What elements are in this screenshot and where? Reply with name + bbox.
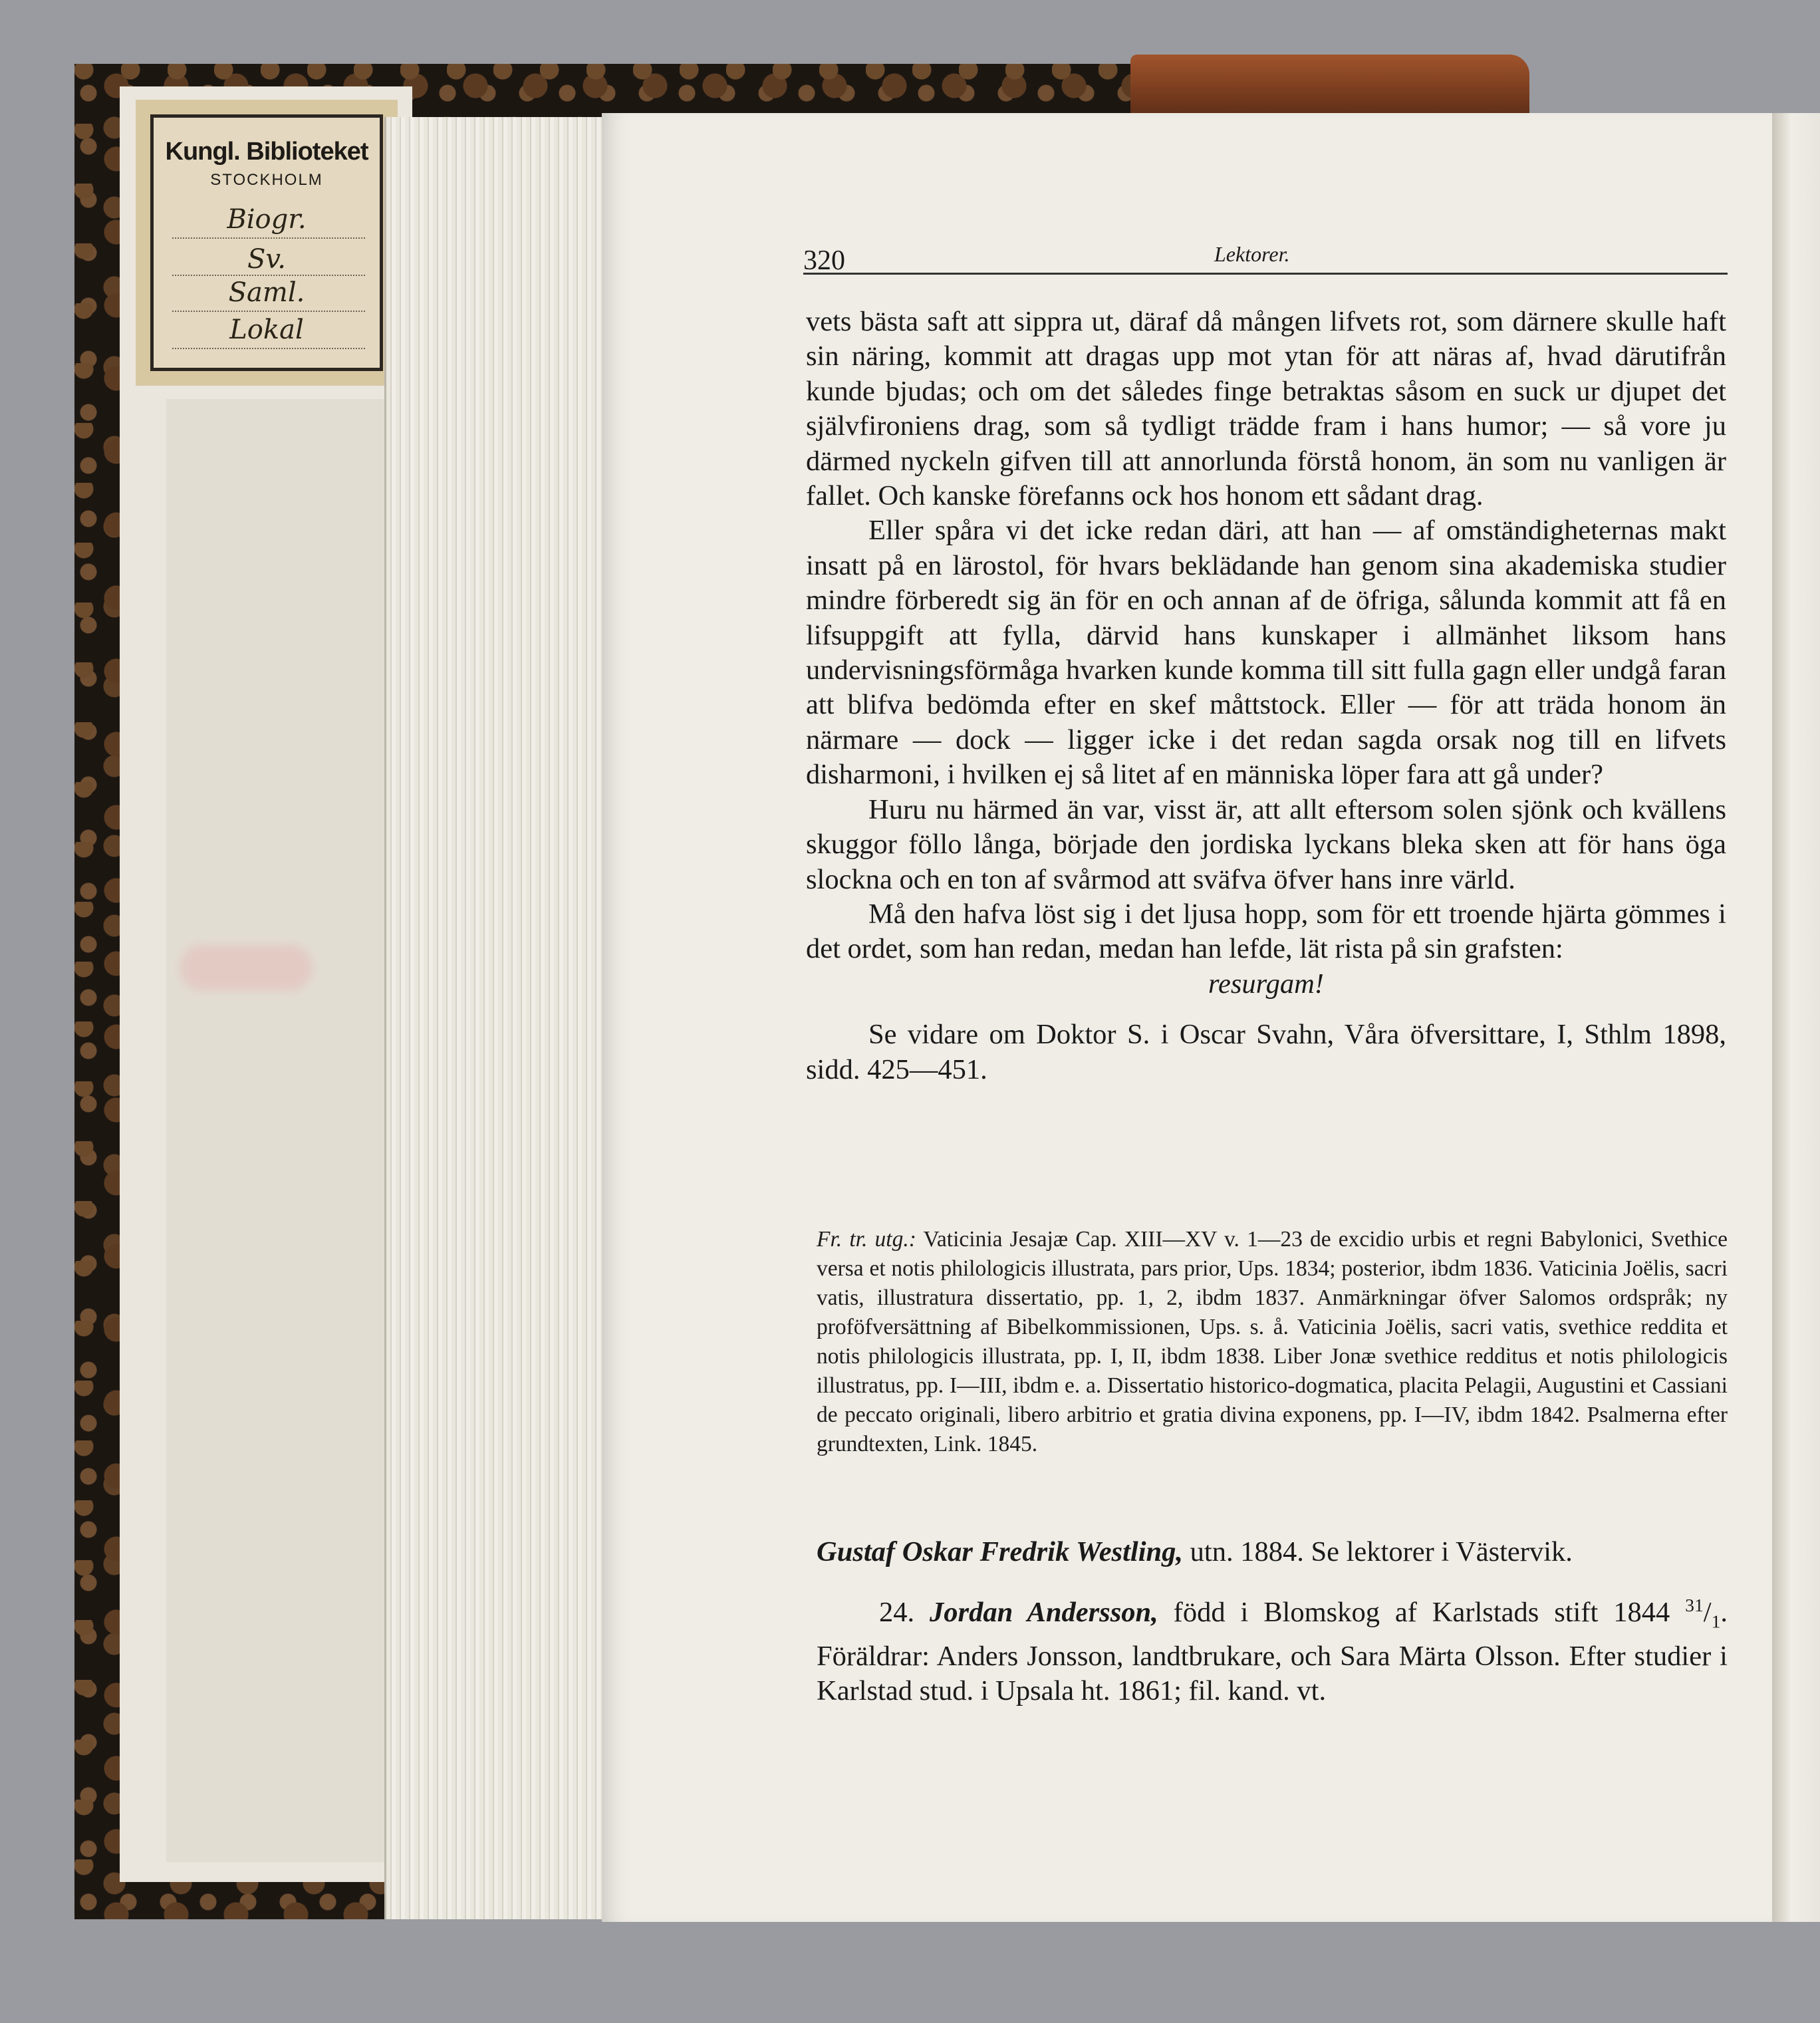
page-number: 320	[803, 245, 845, 276]
date-month: 1	[1711, 1611, 1721, 1632]
entry-westling	[817, 1535, 1728, 1569]
leather-spine	[1130, 55, 1529, 116]
works-list	[817, 1225, 1728, 1459]
works-text: Vaticinia Jesajæ Cap. XIII—XV v. 1—23 de excidio urbis et regni Babylonici, Svethice versa et notis philologicis illustrata, pars prior, Ups. 1834; posterior, ibdm 1836. Vaticinia Joëlis, sacri vatis, illustratura dissertatio, pp. 1, 2, ibdm 1837. Anmärkningar öfver Salomos ordspråk; ny proföfversättning af Bibelkommissionen, Ups. s. å. Vaticinia Joëlis, sacri vatis, svethice reddita et notis philologicis illustrata, pp. I, II, ibdm 1838. Liber Jonæ svethice redditus et notis philologicis illustratus, pp. I—III, ibdm e. a. Dissertatio historico-dogmatica, placita Pelagii, Augustini et Cassiani de peccato originali, libero arbitrio et gratia divina exponens, pp. I—IV, ibdm 1842. Psalmerna efter grundtexten, Link. 1845.	[817, 1227, 1728, 1456]
epitaph: resurgam!	[1208, 968, 1324, 1000]
entry-text: . Föräldrar: Anders Jonsson, landtbrukare, och Sara Märta Olsson. Efter studier i Karlstad stud. i Upsala ht. 1861; fil. kand. vt.	[817, 1597, 1728, 1706]
label-rule	[172, 237, 365, 239]
shelf-mark-1: Biogr.	[227, 204, 307, 235]
entry-number: 24.	[879, 1597, 915, 1629]
library-name: Kungl. Biblioteket	[165, 138, 368, 166]
shelf-mark-4: Lokal	[229, 315, 304, 345]
date-day: 31	[1685, 1595, 1704, 1615]
see-also: Se vidare om Doktor S. i Oscar Svahn, Våra öfversittare, I, Sthlm 1898, sidd. 425—451.	[806, 1019, 1726, 1085]
entry-andersson: 24. Jordan Andersson, född i Blomskog af Karlstads stift 1844 $^{31}/_1$. Föräldrar: Anders Jonsson, landtbrukare, och Sara Märta Olsson. Efter studier i Karlstad stud. i Upsala ht. 1861; fil. kand. vt.	[817, 1595, 1728, 1706]
shelf-mark-2: Sv.	[247, 244, 286, 275]
library-city: STOCKHOLM	[210, 171, 323, 189]
body-text	[806, 305, 1726, 1087]
entry-name: Gustaf Oskar Fredrik Westling,	[817, 1536, 1184, 1567]
page-gutter	[1772, 113, 1820, 1922]
library-bookplate	[150, 114, 383, 371]
paragraph: Huru nu härmed än var, visst är, att allt eftersom solen sjönk och kvällens skuggor föllo långa, började den jordiska lyckans bleka sken att för hans öga slockna och en ton af svårmod att sväfva öfver hans inre värld.	[806, 793, 1726, 895]
entries	[817, 1535, 1728, 1727]
label-rule	[172, 348, 365, 349]
header-rule	[803, 273, 1728, 275]
shelf-mark-3: Saml.	[228, 277, 305, 308]
works-label: Fr. tr. utg.:	[817, 1227, 916, 1252]
entry-text: utn. 1884. Se lektorer i Västervik.	[1183, 1536, 1573, 1567]
paragraph: Må den hafva löst sig i det ljusa hopp, som för ett troende hjärta gömmes i det ordet, som han redan, medan han lefde, lät rista på sin grafsten:	[806, 898, 1726, 965]
entry-name: Jordan Andersson,	[930, 1597, 1158, 1629]
endpaper-shadow	[166, 399, 386, 1862]
paragraph: Eller spåra vi det icke redan däri, att han — af omständigheternas makt insatt på en lärostol, för hvars beklädande han genom sina akademiska studier mindre förberedt sig än för en och annan af de öfriga, sålunda kommit att få en lifsuppgift att fylla, därvid hans kunskaper i allmänhet liksom hans undervisningsförmåga hvarken kunde komma till sitt fulla gagn eller undgå faran att blifva bedömda efter en skef måttstock. Eller — för att träda honom än närmare — dock — ligger icke i det redan sagda orsak nog till en lifvets disharmoni, i hvilken ej så litet af en människa löper fara att gå under?	[806, 515, 1726, 791]
entry-text: född i Blomskog af Karlstads stift 1844	[1158, 1597, 1686, 1629]
paragraph: vets bästa saft att sippra ut, däraf då mången lifvets rot, som därnere skulle haft sin näring, kommit att dragas upp mot ytan för att näras af, hvad därutifrån kunde bjudas; och om det således finge betraktas såsom en suck ur djupet det självfironiens drag, som så tydligt trädde fram i hans humor; — så vore ju därmed nyckeln gifven till att annorlunda förstå honom, än som nu vanligen är fallet. Och kanske förefanns ock hos honom ett sådant drag.	[806, 306, 1726, 512]
label-rule	[172, 275, 365, 276]
stain	[180, 944, 313, 991]
page-block-edges	[384, 117, 612, 1919]
running-head: Lektorer.	[1214, 242, 1290, 266]
label-rule	[172, 311, 365, 312]
